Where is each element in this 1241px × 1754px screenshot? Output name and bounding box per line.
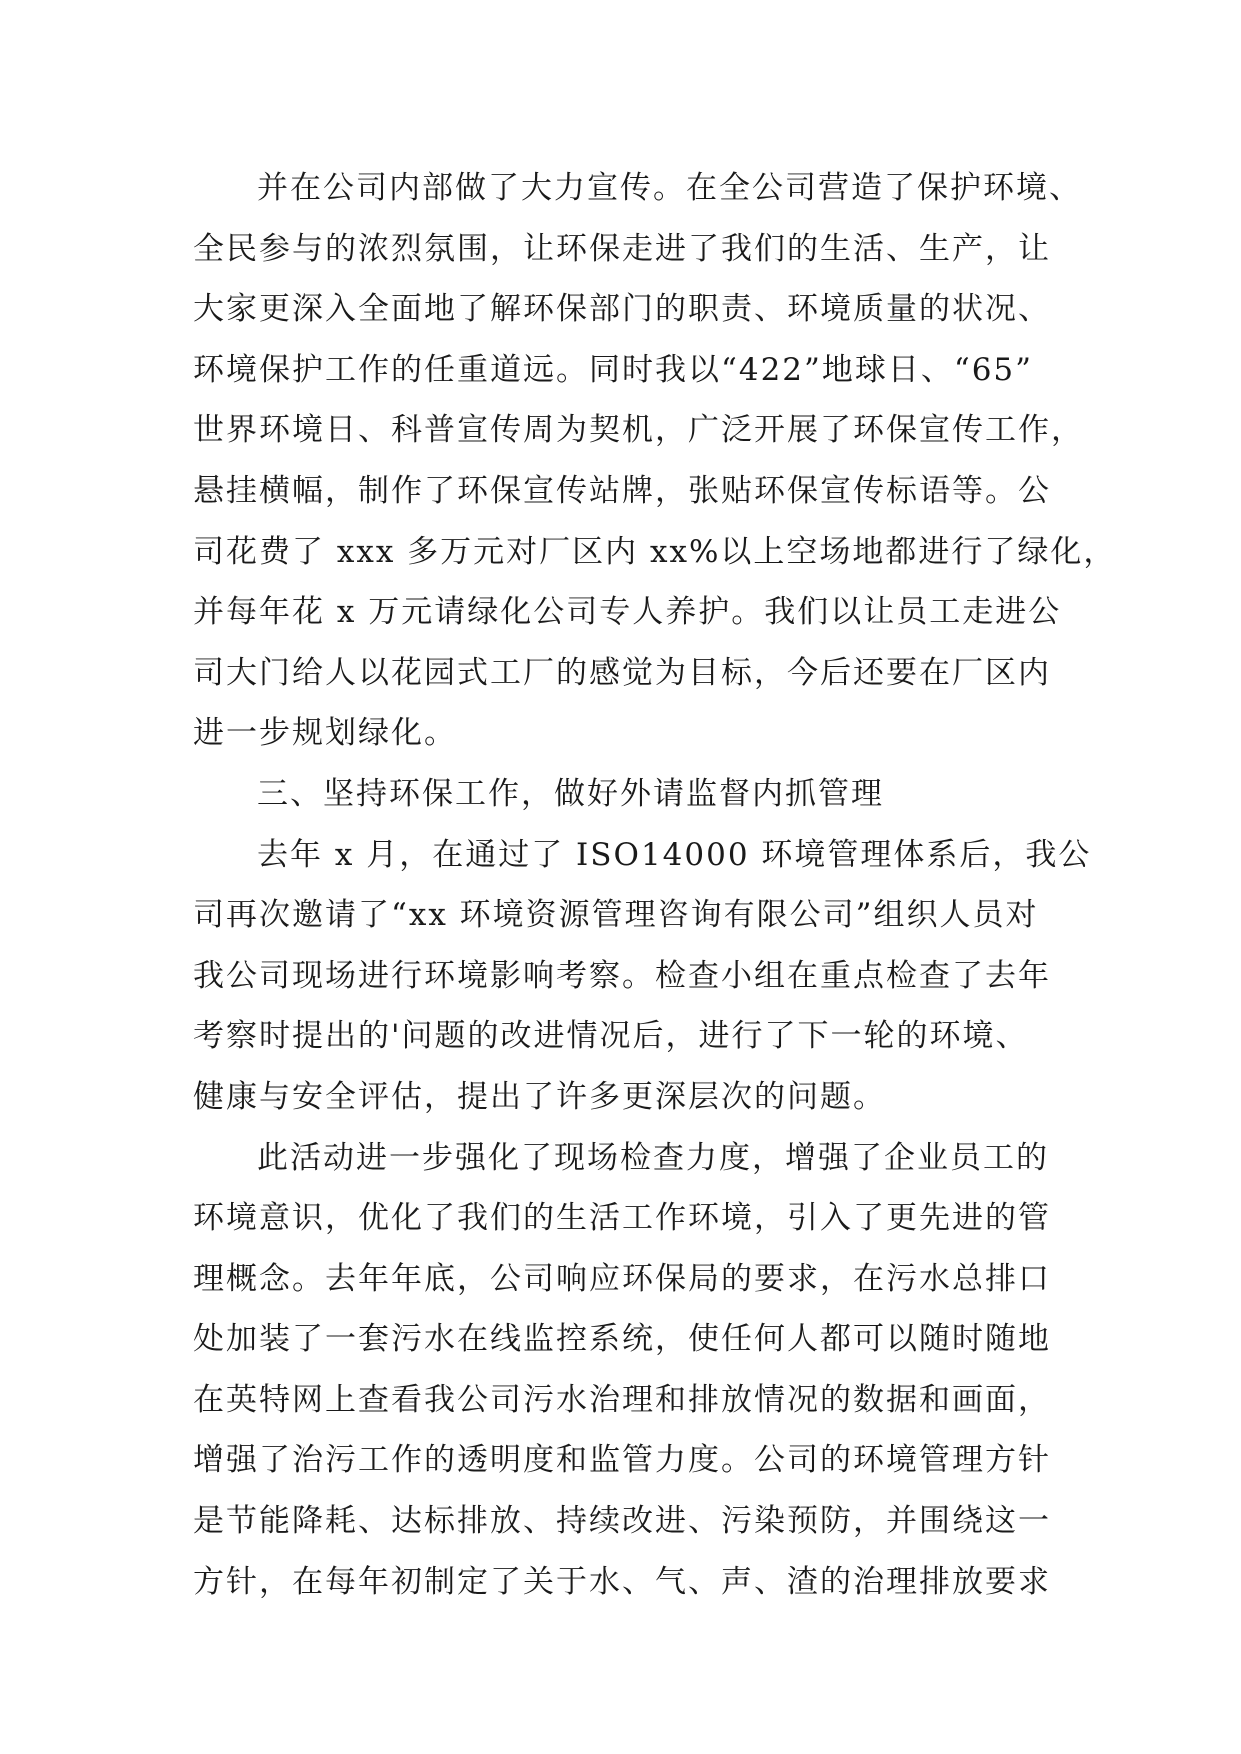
section-heading: 三、坚持环保工作，做好外请监督内抓管理 [257,775,884,812]
text-line: 司大门给人以花园式工厂的感觉为目标，今后还要在厂区内 [193,654,1051,691]
text-line: 进一步规划绿化。 [193,715,457,752]
text-line: 司花费了 xxx 多万元对厂区内 xx%以上空场地都进行了绿化， [193,533,1117,570]
text-line: 环境保护工作的任重道远。同时我以“422”地球日、“65” [193,351,1034,388]
text-line: 世界环境日、科普宣传周为契机，广泛开展了环保宣传工作， [193,412,1084,449]
text-line: 去年 x 月，在通过了 ISO14000 环境管理体系后，我公 [257,836,1092,873]
text-line: 考察时提出的'问题的改进情况后，进行了下一轮的环境、 [193,1018,1029,1055]
text-line: 理概念。去年年底，公司响应环保局的要求，在污水总排口 [193,1260,1051,1297]
text-line: 司再次邀请了“xx 环境资源管理咨询有限公司”组织人员对 [193,897,1039,934]
text-line: 健康与安全评估，提出了许多更深层次的问题。 [193,1078,886,1115]
text-line: 悬挂横幅，制作了环保宣传站牌，张贴环保宣传标语等。公 [193,472,1051,509]
text-line: 在英特网上查看我公司污水治理和排放情况的数据和画面， [193,1381,1051,1418]
text-line: 此活动进一步强化了现场检查力度，增强了企业员工的 [257,1139,1049,1176]
text-line: 我公司现场进行环境影响考察。检查小组在重点检查了去年 [193,957,1051,994]
text-line: 是节能降耗、达标排放、持续改进、污染预防，并围绕这一 [193,1503,1051,1540]
document-body [193,158,1117,1612]
text-line: 大家更深入全面地了解环保部门的职责、环境质量的状况、 [193,291,1051,328]
text-line: 环境意识，优化了我们的生活工作环境，引入了更先进的管 [193,1200,1051,1237]
text-line: 并在公司内部做了大力宣传。在全公司营造了保护环境、 [257,170,1082,206]
text-line: 方针，在每年初制定了关于水、气、声、渣的治理排放要求 [193,1563,1051,1600]
text-line: 全民参与的浓烈氛围，让环保走进了我们的生活、生产，让 [193,230,1051,267]
text-line: 增强了治污工作的透明度和监管力度。公司的环境管理方针 [193,1442,1051,1479]
text-line: 并每年花 x 万元请绿化公司专人养护。我们以让员工走进公 [193,594,1062,631]
text-line: 处加装了一套污水在线监控系统，使任何人都可以随时随地 [193,1321,1051,1358]
